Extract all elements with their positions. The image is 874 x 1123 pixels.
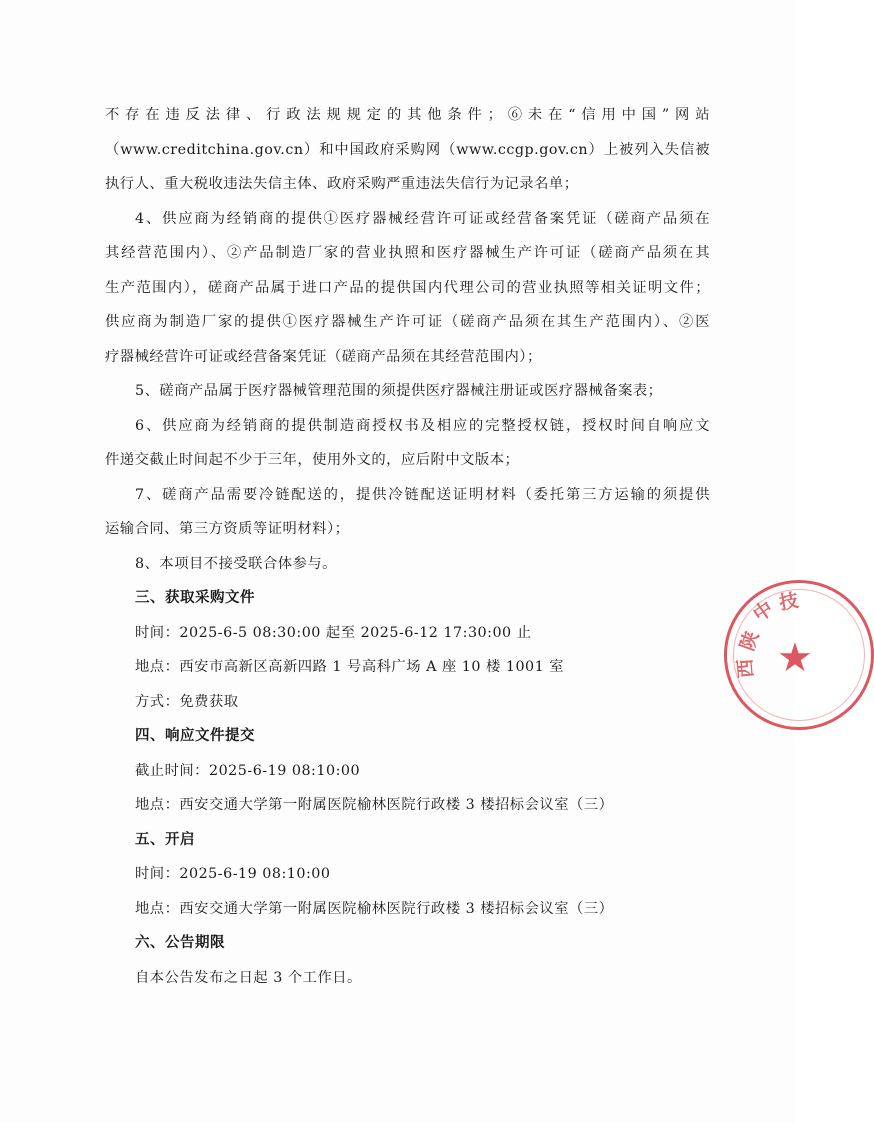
- paragraph-line: 其经营范围内）、②产品制造厂家的营业执照和医疗器械生产许可证（磋商产品须在其: [105, 245, 710, 261]
- paragraph-line: 生产范围内），磋商产品属于进口产品的提供国内代理公司的营业执照等相关证明文件；: [105, 279, 710, 296]
- section-line: 地点：西安交通大学第一附属医院榆林医院行政楼 3 楼招标会议室（三）: [135, 900, 614, 917]
- paragraph-line: 不存在违反法律、行政法规规定的其他条件；⑥未在“信用中国”网站: [105, 107, 710, 123]
- paragraph-line: 4、供应商为经销商的提供①医疗器械经营许可证或经营备案凭证（磋商产品须在: [135, 210, 710, 227]
- section-line: 地点：西安市高新区高新四路 1 号高科广场 A 座 10 楼 1001 室: [135, 659, 565, 675]
- section-line: 时间：2025-6-5 08:30:00 起至 2025-6-12 17:30:00 止: [135, 624, 532, 641]
- section-heading: 五、开启: [135, 831, 195, 848]
- paragraph-line: 件递交截止时间起不少于三年，使用外文的，应后附中文版本；: [105, 452, 520, 468]
- seal-char: 陕: [736, 628, 764, 654]
- document-body: [105, 98, 710, 995]
- seal-char: 中: [749, 597, 778, 627]
- official-seal: [724, 580, 874, 730]
- paragraph-line: 7、磋商产品需要冷链配送的，提供冷链配送证明材料（委托第三方运输的须提供: [135, 486, 710, 503]
- paragraph-line: 8、本项目不接受联合体参与。: [135, 555, 337, 572]
- section-line: 自本公告发布之日起 3 个工作日。: [135, 969, 362, 986]
- section-line: 截止时间：2025-6-19 08:10:00: [135, 762, 361, 779]
- paragraph-line: （www.creditchina.gov.cn）和中国政府采购网（www.ccgp.gov.cn）上被列入失信被: [105, 141, 710, 158]
- paragraph-line: 运输合同、第三方资质等证明材料）；: [105, 521, 350, 537]
- seal-char: 技: [777, 589, 801, 615]
- section-heading: 四、响应文件提交: [135, 728, 255, 744]
- section-heading: 三、获取采购文件: [135, 590, 255, 606]
- seal-char: 西: [734, 657, 758, 679]
- section-heading: 六、公告期限: [135, 935, 225, 951]
- section-line: 地点：西安交通大学第一附属医院榆林医院行政楼 3 楼招标会议室（三）: [135, 797, 614, 813]
- paragraph-line: 5、磋商产品属于医疗器械管理范围的须提供医疗器械注册证或医疗器械备案表；: [135, 383, 663, 399]
- star-icon: ★: [777, 635, 813, 681]
- section-line: 时间：2025-6-19 08:10:00: [135, 866, 331, 882]
- section-line: 方式：免费获取: [135, 693, 239, 710]
- paragraph-line: 疗器械经营许可证或经营备案凭证（磋商产品须在其经营范围内）；: [105, 348, 542, 365]
- paragraph-line: 供应商为制造厂家的提供①医疗器械生产许可证（磋商产品须在其生产范围内）、②医: [105, 314, 710, 330]
- paragraph-line: 执行人、重大税收违法失信主体、政府采购严重违法失信行为记录名单；: [105, 176, 579, 192]
- paragraph-line: 6、供应商为经销商的提供制造商授权书及相应的完整授权链，授权时间自响应文: [135, 417, 710, 434]
